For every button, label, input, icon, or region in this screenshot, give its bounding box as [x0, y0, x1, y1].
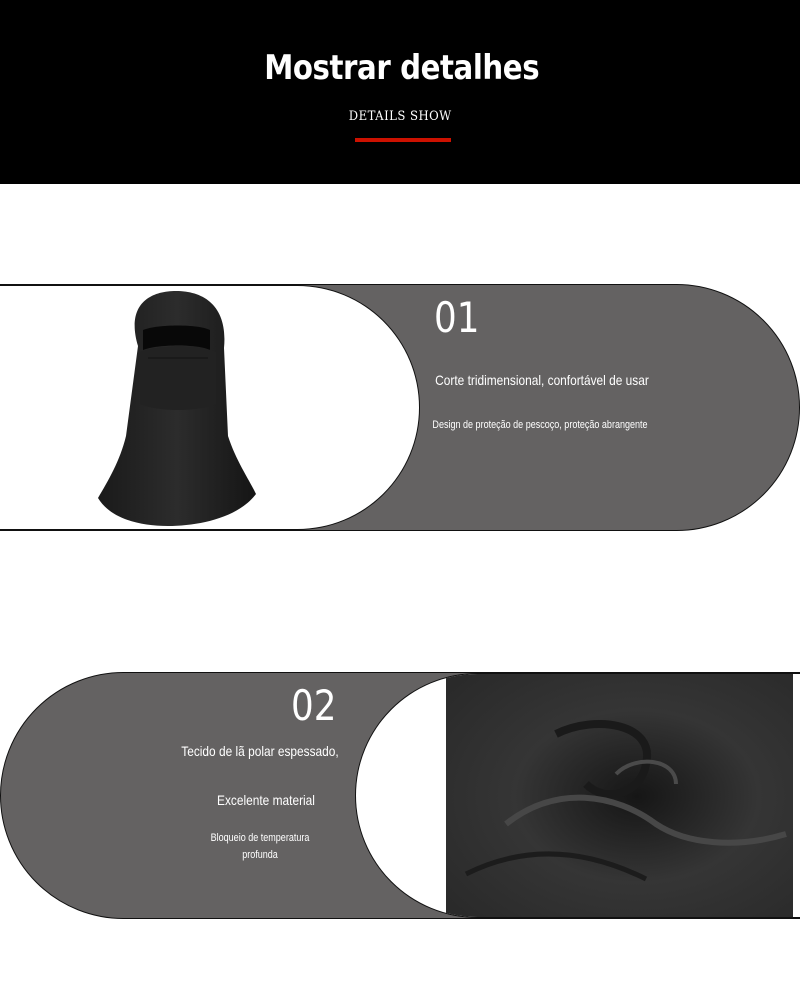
fleece-fabric-image: [355, 673, 800, 918]
feature-description-02-line2: profunda: [242, 849, 278, 861]
title-underline: [355, 138, 451, 142]
feature-number-01: 01: [434, 293, 480, 342]
feature-description-02-line1: Bloqueio de temperatura: [210, 832, 310, 844]
fleece-closeup-photo: [356, 674, 800, 918]
balaclava-photo: [0, 286, 420, 530]
feature-description-01: Design de proteção de pescoço, proteção abrangente: [432, 419, 648, 431]
page-subtitle: DETAILS SHOW: [348, 109, 452, 124]
feature-number-02: 02: [291, 681, 337, 730]
feature-headline-01: Corte tridimensional, confortável de usar: [435, 372, 649, 388]
feature-headline-02: Tecido de lã polar espessado,: [181, 743, 339, 759]
feature-subheadline-02: Excelente material: [217, 792, 315, 808]
header-banner: [0, 0, 800, 184]
page-title: Mostrar detalhes: [264, 48, 540, 88]
balaclava-image: [0, 285, 420, 530]
